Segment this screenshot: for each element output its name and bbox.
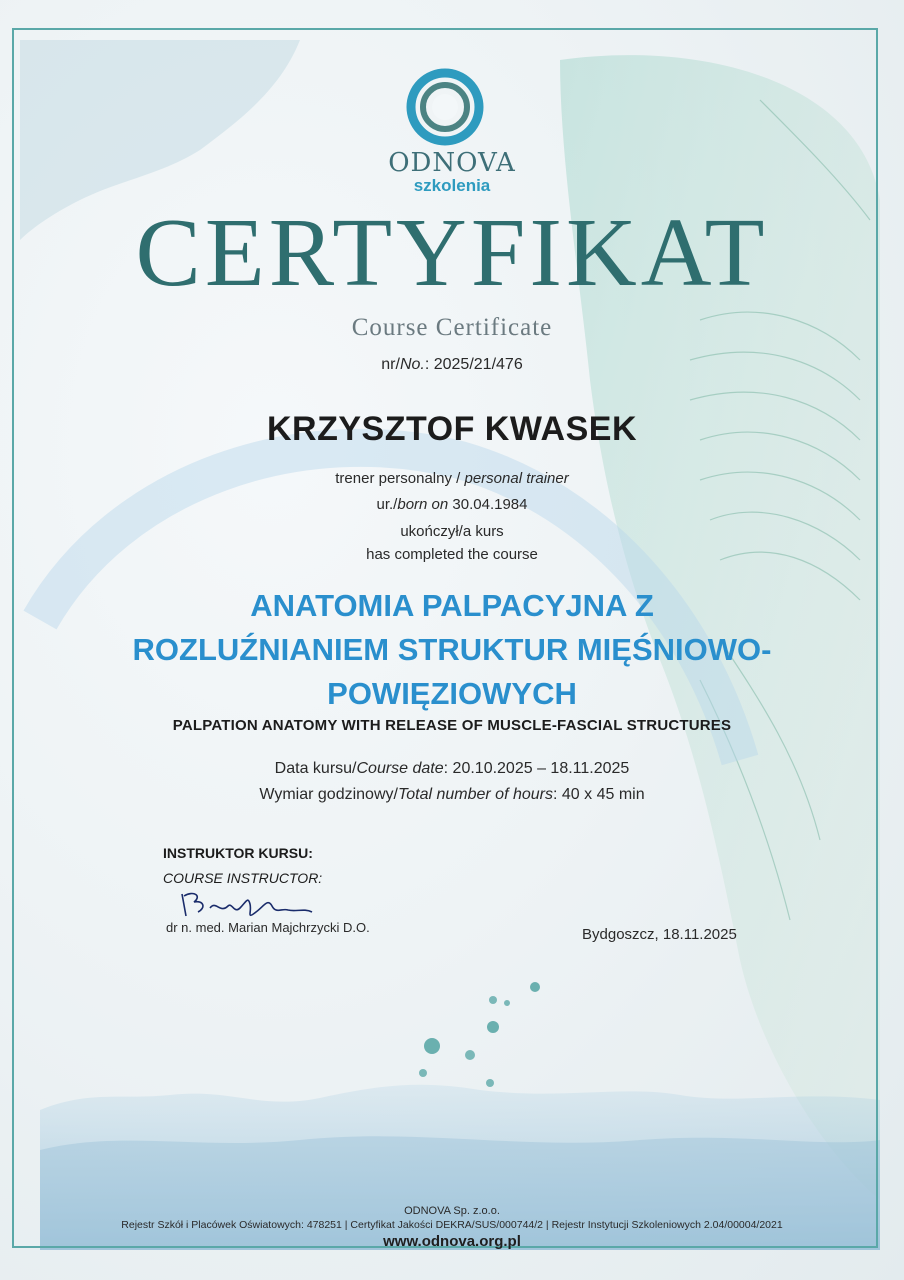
completed-label-pl: ukończył/a kurs <box>400 523 504 540</box>
course-title-line: ROZLUŹNIANIEM STRUKTUR MIĘŚNIOWO- <box>132 632 772 667</box>
footer-company: ODNOVA Sp. z.o.o. <box>404 1205 500 1217</box>
recipient-name: KRZYSZTOF KWASEK <box>266 410 638 448</box>
certificate-subtitle: Course Certificate <box>351 314 553 341</box>
certificate-number: nr/No.: 2025/21/476 <box>381 356 523 373</box>
certificate-title: CERTYFIKAT <box>135 199 769 307</box>
brand-subtitle: szkolenia <box>413 176 491 195</box>
course-dates: Data kursu/Course date: 20.10.2025 – 18.11.2025 <box>274 760 630 777</box>
footer-registry: Rejestr Szkół i Placówek Oświatowych: 478251 | Certyfikat Jakości DEKRA/SUS/000744/2 | Rejestr Instytucji Szkoleniowych 2.04/00004/2021 <box>121 1219 783 1231</box>
completed-label-en: has completed the course <box>366 546 538 563</box>
course-hours: Wymiar godzinowy/Total number of hours: 40 x 45 min <box>259 786 645 803</box>
footer-website-link[interactable]: www.odnova.org.pl <box>383 1233 521 1250</box>
place-and-date: Bydgoszcz, 18.11.2025 <box>582 926 737 943</box>
recipient-profession: trener personalny / personal trainer <box>335 470 569 487</box>
course-title <box>0 584 904 716</box>
course-title-line: POWIĘZIOWYCH <box>327 676 577 711</box>
course-title-en: PALPATION ANATOMY WITH RELEASE OF MUSCLE-FASCIAL STRUCTURES <box>172 717 732 734</box>
instructor-label-pl: INSTRUKTOR KURSU: <box>163 845 313 861</box>
instructor-label-en: COURSE INSTRUCTOR: <box>163 870 323 886</box>
recipient-birthdate: ur./born on 30.04.1984 <box>376 496 528 513</box>
course-title-line: ANATOMIA PALPACYJNA Z <box>250 588 654 623</box>
odnova-logo-icon <box>402 64 488 150</box>
brand-name: ODNOVA <box>388 148 516 178</box>
instructor-signature <box>176 888 316 922</box>
instructor-name: dr n. med. Marian Majchrzycki D.O. <box>166 920 370 935</box>
